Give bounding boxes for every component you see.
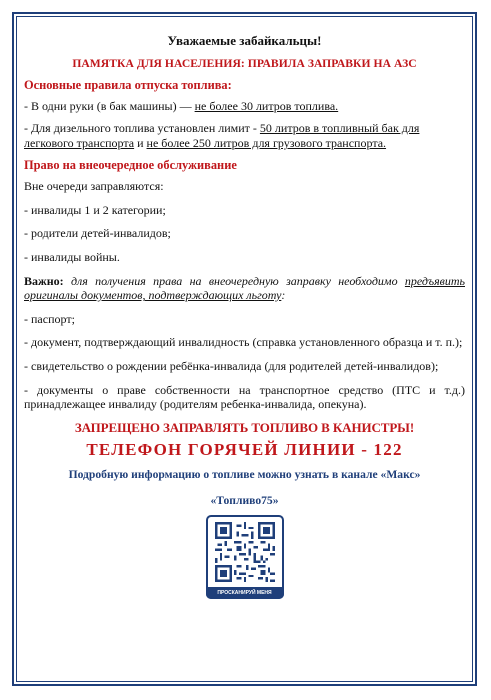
priority-item: - родители детей-инвалидов; <box>24 226 171 241</box>
rule-2 <box>24 121 465 150</box>
rules-heading: Основные правила отпуска топлива: <box>24 78 232 93</box>
document-item: - паспорт; <box>24 311 75 326</box>
qr-code-frame[interactable] <box>206 515 284 599</box>
qr-code-block[interactable] <box>206 515 284 599</box>
rule-1-limit: не более 30 литров топлива. <box>194 98 339 113</box>
page-title: Уважаемые забайкальцы! <box>167 33 322 48</box>
priority-heading: Право на внеочередное обслуживание <box>24 157 237 172</box>
important-text-end: : <box>281 288 286 303</box>
canister-ban: ЗАПРЕЩЕНО ЗАПРАВЛЯТЬ ТОПЛИВО В КАНИСТРЫ! <box>74 419 415 435</box>
rule-2-limit-light: 50 литров в топливный бак для легкового транспорта <box>24 121 420 150</box>
qr-code-icon <box>215 522 275 582</box>
document-item: - свидетельство о рождении ребёнка-инвалида (для родителей детей-инвалидов); <box>24 358 439 373</box>
important-text: для получения права на внеочередную заправку необходимо <box>63 273 405 288</box>
rule-1-prefix: - В одни руки (в бак машины) — <box>24 98 195 113</box>
priority-intro: Вне очереди заправляются: <box>24 179 164 194</box>
priority-item: - инвалиды войны. <box>24 249 120 264</box>
rule-2-prefix: - Для дизельного топлива установлен лимит - <box>24 121 260 136</box>
important-text-underlined: предъявить оригиналы документов, подтверждающих льготу <box>24 273 465 303</box>
important-note <box>24 274 465 303</box>
rule-2-limit-truck: не более 250 литров для грузового транспорта. <box>146 135 387 150</box>
channel-info: Подробную информацию о топливе можно узнать в канале «Макс» <box>68 467 421 481</box>
memo-heading: ПАМЯТКА ДЛЯ НАСЕЛЕНИЯ: ПРАВИЛА ЗАПРАВКИ НА АЗС <box>72 56 417 70</box>
rule-2-and: и <box>134 135 147 150</box>
document-item: - документ, подтверждающий инвалидность (справка установленного образца и т. п.); <box>24 335 463 350</box>
channel-name: «Топливо75» <box>210 494 279 508</box>
hotline-phone: ТЕЛЕФОН ГОРЯЧЕЙ ЛИНИИ - 122 <box>86 440 403 460</box>
important-label: Важно: <box>24 273 64 288</box>
rule-1 <box>24 99 465 114</box>
qr-scan-label: ПРОСКАНИРУЙ МЕНЯ <box>206 587 284 599</box>
memo-content <box>24 24 465 599</box>
priority-item: - инвалиды 1 и 2 категории; <box>24 202 166 217</box>
document-item: - документы о праве собственности на транспортное средство (ПТС и т.д.) принадлежащее инвалиду (родителям ребенка-инвалида, опекуна). <box>24 382 465 412</box>
